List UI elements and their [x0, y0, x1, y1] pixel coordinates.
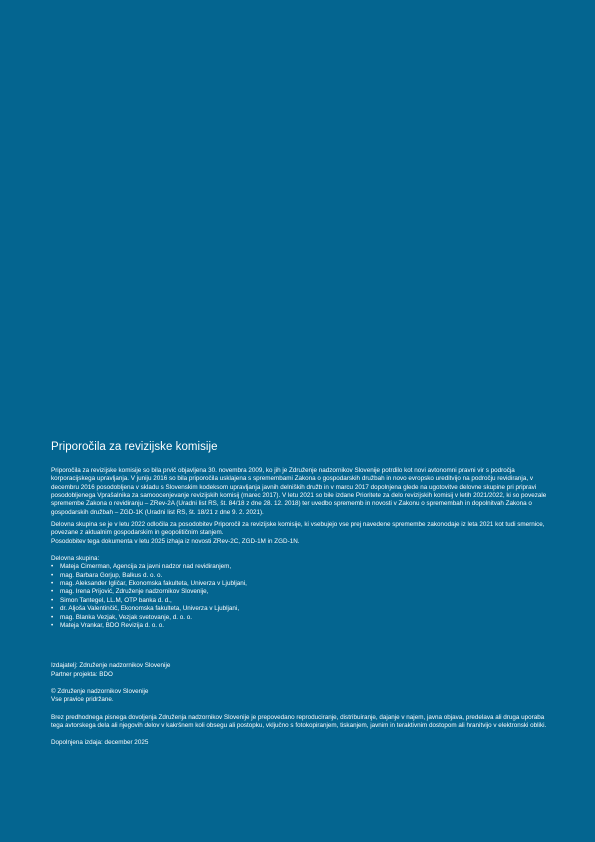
copyright: © Združenje nadzornikov Slovenije — [51, 687, 149, 695]
intro-paragraph: Delovna skupina se je v letu 2022 odločila za posodobitev Priporočil za revizijske komisije, ki vsebujejo vse prej navedene spremembe zakonodaje iz leta 2021 kot tudi smernice, povezane z aktualnim gospodarskim in geopolitičnim stanjem. — [51, 521, 545, 537]
intro-paragraph: Priporočila za revizijske komisije so bila prvič objavljena 30. novembra 2009, ko jih je Združenje nadzornikov Slovenije potrdilo kot novi avtonomni pravni vir s področja korporacijskega upravljanja. V juniju 2016 so bila priporočila usklajena s spremembami Zakona o gospodarskih družbah in novo evropsko ureditvijo na področju revidiranja, v decembru 2016 posodobljena v skladu s Slovenskim kodeksom upravljanja javnih delniških družb in v marcu 2017 dopolnjena glede na ugotovitve delovne skupine pri pripravi posodobljenega Vprašalnika za samoocenjevanje revizijskih komisij (marec 2017). V letu 2021 so bile izdane Prioritete za delo revizijskih komisij v letih 2021/2022, ki so povezale spremembe Zakona o revidiranju – ZRev-2A (Uradni list RS, št. 84/18 z dne 28. 12. 2018) ter uvedbo sprememb in novosti v Zakonu o spremembah in dopolnitvah Zakona o gospodarskih družbah – ZGD-1K (Uradni list RS, št. 18/21 z dne 9. 2. 2021). — [51, 467, 547, 516]
intro-paragraph: Posodobitev tega dokumenta v letu 2025 izhaja iz novosti ZRev-2C, ZGD-1M in ZGD-1N. — [51, 537, 300, 545]
list-item: • mag. Aleksander Igličar, Ekonomska fakulteta, Univerza v Ljubljani, — [51, 580, 551, 588]
list-item: • mag. Blanka Vezjak, Vezjak svetovanje, d. o. o. — [51, 614, 551, 622]
legal-notice: Brez predhodnega pisnega dovoljenja Združenja nadzornikov Slovenije je prepovedano reproduciranje, distribuiranje, dajanje v najem, javna objava, predelava ali druga uporaba tega avtorskega dela ali njegovih delov v kakršnem koli obsegu ali postopku, vključno s fotokopiranjem, tiskanjem, javnim in teraktivnim dostopom ali hranitvijo v elektronski obliki. — [51, 713, 547, 729]
working-group-heading: Delovna skupina: — [51, 555, 100, 563]
list-item: • Simon Tantegel, LL.M, OTP banka d. d., — [51, 597, 551, 605]
edition-date: Dopolnjena izdaja: december 2025 — [51, 739, 149, 747]
rights-reserved: Vse pravice pridržane. — [51, 696, 114, 704]
list-item: • Mateja Vrankar, BDO Revizija d. o. o. — [51, 622, 551, 630]
list-item: • dr. Aljoša Valentinčič, Ekonomska fakulteta, Univerza v Ljubljani, — [51, 605, 551, 613]
list-item: • mag. Irena Prijović, Združenje nadzornikov Slovenije, — [51, 588, 551, 596]
colophon — [51, 440, 551, 748]
list-item: • Mateja Cimerman, Agencija za javni nadzor nad revidiranjem, — [51, 563, 551, 571]
document-title: Priporočila za revizijske komisije — [51, 441, 218, 453]
project-partner: Partner projekta: BDO — [51, 670, 113, 678]
publisher: Izdajatelj: Združenje nadzornikov Slovenije — [51, 662, 171, 670]
working-group-list — [51, 563, 551, 630]
list-item: • mag. Barbara Gorjup, Balkus d. o. o. — [51, 572, 551, 580]
